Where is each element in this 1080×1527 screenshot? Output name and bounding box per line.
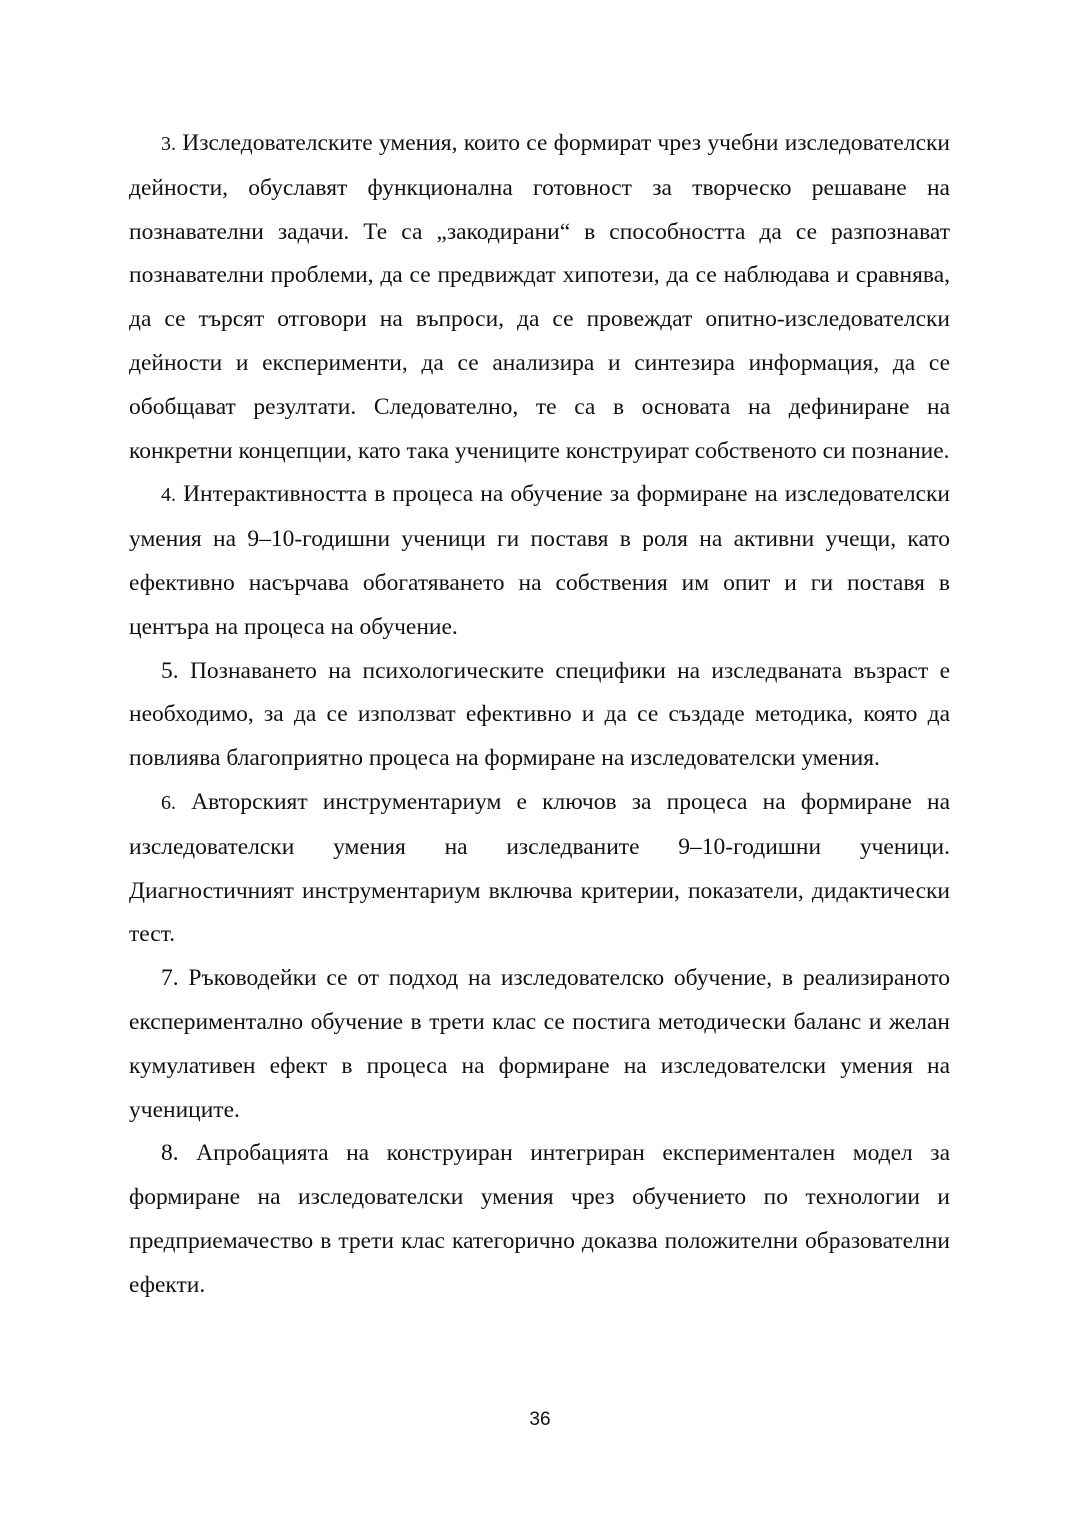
conclusion-paragraph-3 bbox=[129, 122, 950, 473]
conclusion-paragraph-7 bbox=[129, 957, 950, 1132]
conclusion-paragraph-8 bbox=[129, 1132, 950, 1307]
paragraph-text: Познаването на психологическите специфики на изследваната възраст е необходимо, за да се използват ефективно и да се създаде методика, която да повлиява благоприятно процеса на формиране на изследователски умения. bbox=[129, 657, 951, 772]
paragraph-text: Авторският инструментариум е ключов за процеса на формиране на изследователски умения на изследваните 9–10-годишни ученици. Диагностичният инструментариум включва критерии, показатели, дидактически тест. bbox=[129, 788, 951, 948]
paragraph-text: Интерактивността в процеса на обучение за формиране на изследователски умения на 9–10-годишни ученици ги поставя в роля на активни учещи, като ефективно насърчава обогатяването на собствения им опит и ги поставя в центъра на процеса на обучение. bbox=[129, 481, 951, 640]
conclusions-list bbox=[129, 122, 950, 1308]
paragraph-number: 4. bbox=[161, 484, 176, 507]
paragraph-text: Ръководейки се от подход на изследователско обучение, в реализираното експериментално обучение в трети клас се постига методически баланс и желан кумулативен ефект в процеса на формиране на изследователски умения на учениците. bbox=[129, 965, 950, 1123]
paragraph-text: Апробацията на конструиран интегриран експериментален модел за формиране на изследователски умения чрез обучението по технологии и предприемачество в трети клас категорично доказва положителни образователни ефекти. bbox=[129, 1140, 950, 1298]
conclusion-paragraph-5 bbox=[129, 650, 950, 781]
paragraph-number: 3. bbox=[161, 133, 176, 155]
paragraph-number: 6. bbox=[161, 791, 176, 814]
conclusion-paragraph-6 bbox=[129, 781, 950, 957]
paragraph-number: 7. bbox=[161, 965, 179, 992]
paragraph-number: 8. bbox=[161, 1140, 179, 1167]
conclusion-paragraph-4 bbox=[129, 473, 950, 649]
page-number: 36 bbox=[529, 1409, 551, 1430]
paragraph-text: Изследователските умения, които се формират чрез учебни изследователски дейности, обуславят функционална готовност за творческо решаване на познавателни задачи. Те са „закодирани“ в способността да се разпознават познавателни проблеми, да се предвиждат хипотези, да се наблюдава и сравнява, да се търсят отговори на въпроси, да се провеждат опитно-изследователски дейности и експерименти, да се анализира и синтезира информация, да се обобщават резултати. Следователно, те са в основата на дефиниране на конкретни концепции, като така учениците конструират собственото си познание. bbox=[129, 130, 950, 464]
paragraph-number: 5. bbox=[161, 657, 179, 684]
